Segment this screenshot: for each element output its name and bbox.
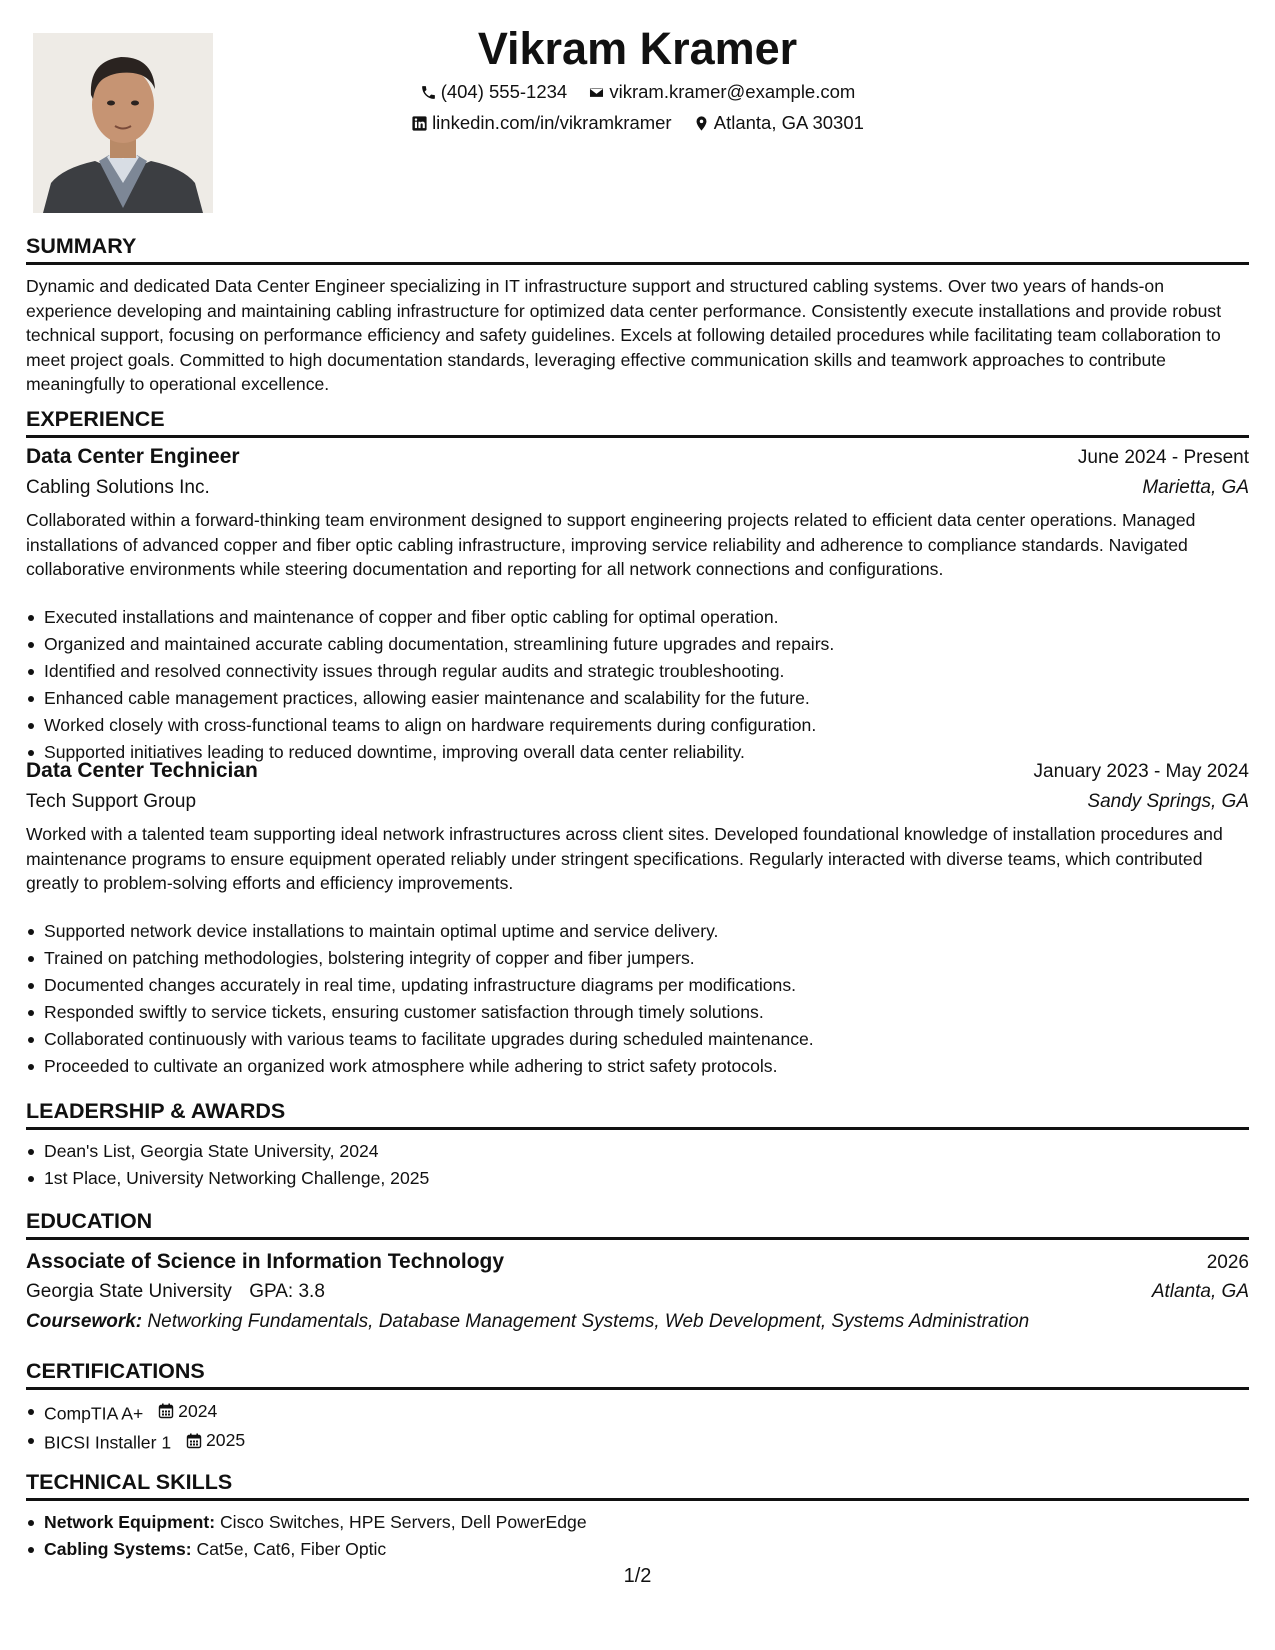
coursework — [26, 1308, 1029, 1336]
certifications-heading: CERTIFICATIONS — [26, 1358, 1249, 1390]
job-description: Worked with a talented team supporting ideal network infrastructures across client sites. Developed foundational knowledge of installation procedures and maintenance programs to ensure equipment operated reliably under stringent specifications. Regularly interacted with diverse teams, which contributed greatly to problem-solving efforts and efficiency improvements. — [26, 824, 1223, 894]
candidate-name: Vikram Kramer — [477, 23, 798, 74]
job-2-company-row — [26, 788, 1249, 816]
coursework-row — [26, 1308, 1249, 1336]
school-info — [26, 1278, 325, 1306]
education-degree-row — [26, 1248, 1249, 1277]
resume-page — [26, 0, 1249, 1650]
list-item: Executed installations and maintenance of copper and fiber optic cabling for optimal operation. — [44, 604, 1267, 631]
skill-label: Cabling Systems: — [44, 1538, 192, 1559]
school-location: Atlanta, GA — [1151, 1281, 1249, 1302]
contact-line-1 — [26, 80, 1249, 107]
linkedin-contact[interactable] — [411, 111, 672, 135]
list-item — [44, 1509, 1267, 1536]
job-1-bullets — [26, 604, 1267, 765]
list-item: 1st Place, University Networking Challenge, 2025 — [44, 1165, 1267, 1192]
list-item: Proceeded to cultivate an organized work atmosphere while adhering to strict safety protocols. — [44, 1053, 1267, 1080]
job-2-bullets — [26, 918, 1267, 1079]
job-dates: January 2023 - May 2024 — [1033, 761, 1249, 782]
list-item: Identified and resolved connectivity issues through regular audits and strategic troubleshooting. — [44, 658, 1267, 685]
coursework-label: Coursework: — [26, 1311, 143, 1332]
phone-contact — [420, 80, 568, 104]
education-heading: EDUCATION — [26, 1208, 1249, 1240]
phone-icon — [420, 84, 437, 101]
cert-year: 2025 — [206, 1430, 246, 1451]
job-1-company-row — [26, 474, 1249, 502]
list-item — [44, 1427, 1267, 1456]
experience-heading: EXPERIENCE — [26, 406, 1249, 438]
summary-heading: SUMMARY — [26, 233, 1249, 265]
cert-year: 2024 — [178, 1401, 218, 1421]
list-item: Documented changes accurately in real time, updating infrastructure diagrams per modifications. — [44, 972, 1267, 999]
company-name: Tech Support Group — [26, 791, 197, 812]
list-item — [44, 1398, 1267, 1427]
location-text: Atlanta, GA 30301 — [713, 112, 864, 133]
calendar-icon — [186, 1433, 202, 1449]
skill-value: Cisco Switches, HPE Servers, Dell PowerEdge — [219, 1512, 587, 1532]
school-name: Georgia State University — [26, 1281, 232, 1302]
skills-heading: TECHNICAL SKILLS — [26, 1469, 1249, 1501]
company-name: Cabling Solutions Inc. — [26, 477, 210, 498]
job-2-header — [26, 757, 1249, 786]
list-item: Enhanced cable management practices, allowing easier maintenance and scalability for the future. — [44, 685, 1267, 712]
degree-name: Associate of Science in Information Technology — [26, 1250, 505, 1273]
list-item: Dean's List, Georgia State University, 2024 — [44, 1138, 1267, 1165]
list-item — [44, 1536, 1267, 1563]
job-1-header — [26, 443, 1249, 472]
contact-line-2 — [26, 111, 1249, 138]
cert-date — [186, 1427, 245, 1454]
skill-value: Cat5e, Cat6, Fiber Optic — [196, 1538, 387, 1559]
certifications-list — [26, 1398, 1267, 1457]
summary-text: Dynamic and dedicated Data Center Engineer specializing in IT infrastructure support and structured cabling systems. Over two years of hands-on experience developing and maintaining cabling infrastructure for optimized data center performance. Consistently execute installations and provide robust technical support, focusing on performance efficiency and safety guidelines. Excels at following detailed procedures while facilitating team collaboration to meet project goals. Committed to high documentation standards, leveraging effective communication skills and teamwork approaches to contribute meaningfully to operational excellence. — [26, 276, 1222, 395]
graduation-year: 2026 — [1206, 1252, 1249, 1273]
cert-name: CompTIA A+ — [44, 1403, 144, 1424]
list-item: Supported network device installations to maintain optimal uptime and service delivery. — [44, 918, 1267, 945]
job-title: Data Center Engineer — [26, 445, 240, 468]
leadership-heading: LEADERSHIP & AWARDS — [26, 1098, 1249, 1130]
linkedin-link[interactable]: linkedin.com/in/vikramkramer — [432, 112, 672, 133]
gpa: GPA: 3.8 — [249, 1281, 325, 1302]
list-item: Organized and maintained accurate cabling documentation, streamlining future upgrades and repairs. — [44, 631, 1267, 658]
envelope-icon — [588, 84, 605, 101]
skills-list — [26, 1509, 1267, 1563]
job-dates: June 2024 - Present — [1077, 447, 1249, 468]
list-item: Trained on patching methodologies, bolstering integrity of copper and fiber jumpers. — [44, 945, 1267, 972]
skill-label: Network Equipment: — [44, 1512, 216, 1532]
list-item: Supported initiatives leading to reduced downtime, improving overall data center reliability. — [44, 739, 1267, 766]
location-contact — [693, 111, 864, 135]
linkedin-icon — [411, 115, 428, 132]
list-item: Worked closely with cross-functional teams to align on hardware requirements during configuration. — [44, 712, 1267, 739]
calendar-icon — [158, 1403, 174, 1419]
job-description: Collaborated within a forward-thinking team environment designed to support engineering projects related to efficient data center operations. Managed installations of advanced copper and fiber optic cabling infrastructure, improving service reliability and adherence to compliance standards. Navigated collaborative environments while steering documentation and reporting for all network connections and configurations. — [26, 510, 1196, 580]
job-title: Data Center Technician — [26, 759, 258, 782]
list-item: Collaborated continuously with various teams to facilitate upgrades during scheduled maintenance. — [44, 1026, 1267, 1053]
cert-name: BICSI Installer 1 — [44, 1432, 172, 1453]
education-school-row — [26, 1278, 1249, 1306]
email-contact[interactable] — [588, 80, 855, 104]
leadership-list — [26, 1138, 1267, 1192]
email-link[interactable]: vikram.kramer@example.com — [609, 81, 856, 102]
page-number: 1/2 — [623, 1565, 652, 1587]
cert-date — [158, 1398, 217, 1425]
map-pin-icon — [693, 115, 710, 132]
list-item: Responded swiftly to service tickets, ensuring customer satisfaction through timely solutions. — [44, 999, 1267, 1026]
job-location: Marietta, GA — [1142, 477, 1249, 498]
phone-text: (404) 555-1234 — [440, 81, 568, 102]
job-location: Sandy Springs, GA — [1087, 791, 1249, 812]
coursework-list: Networking Fundamentals, Database Management Systems, Web Development, Systems Administration — [147, 1311, 1030, 1332]
